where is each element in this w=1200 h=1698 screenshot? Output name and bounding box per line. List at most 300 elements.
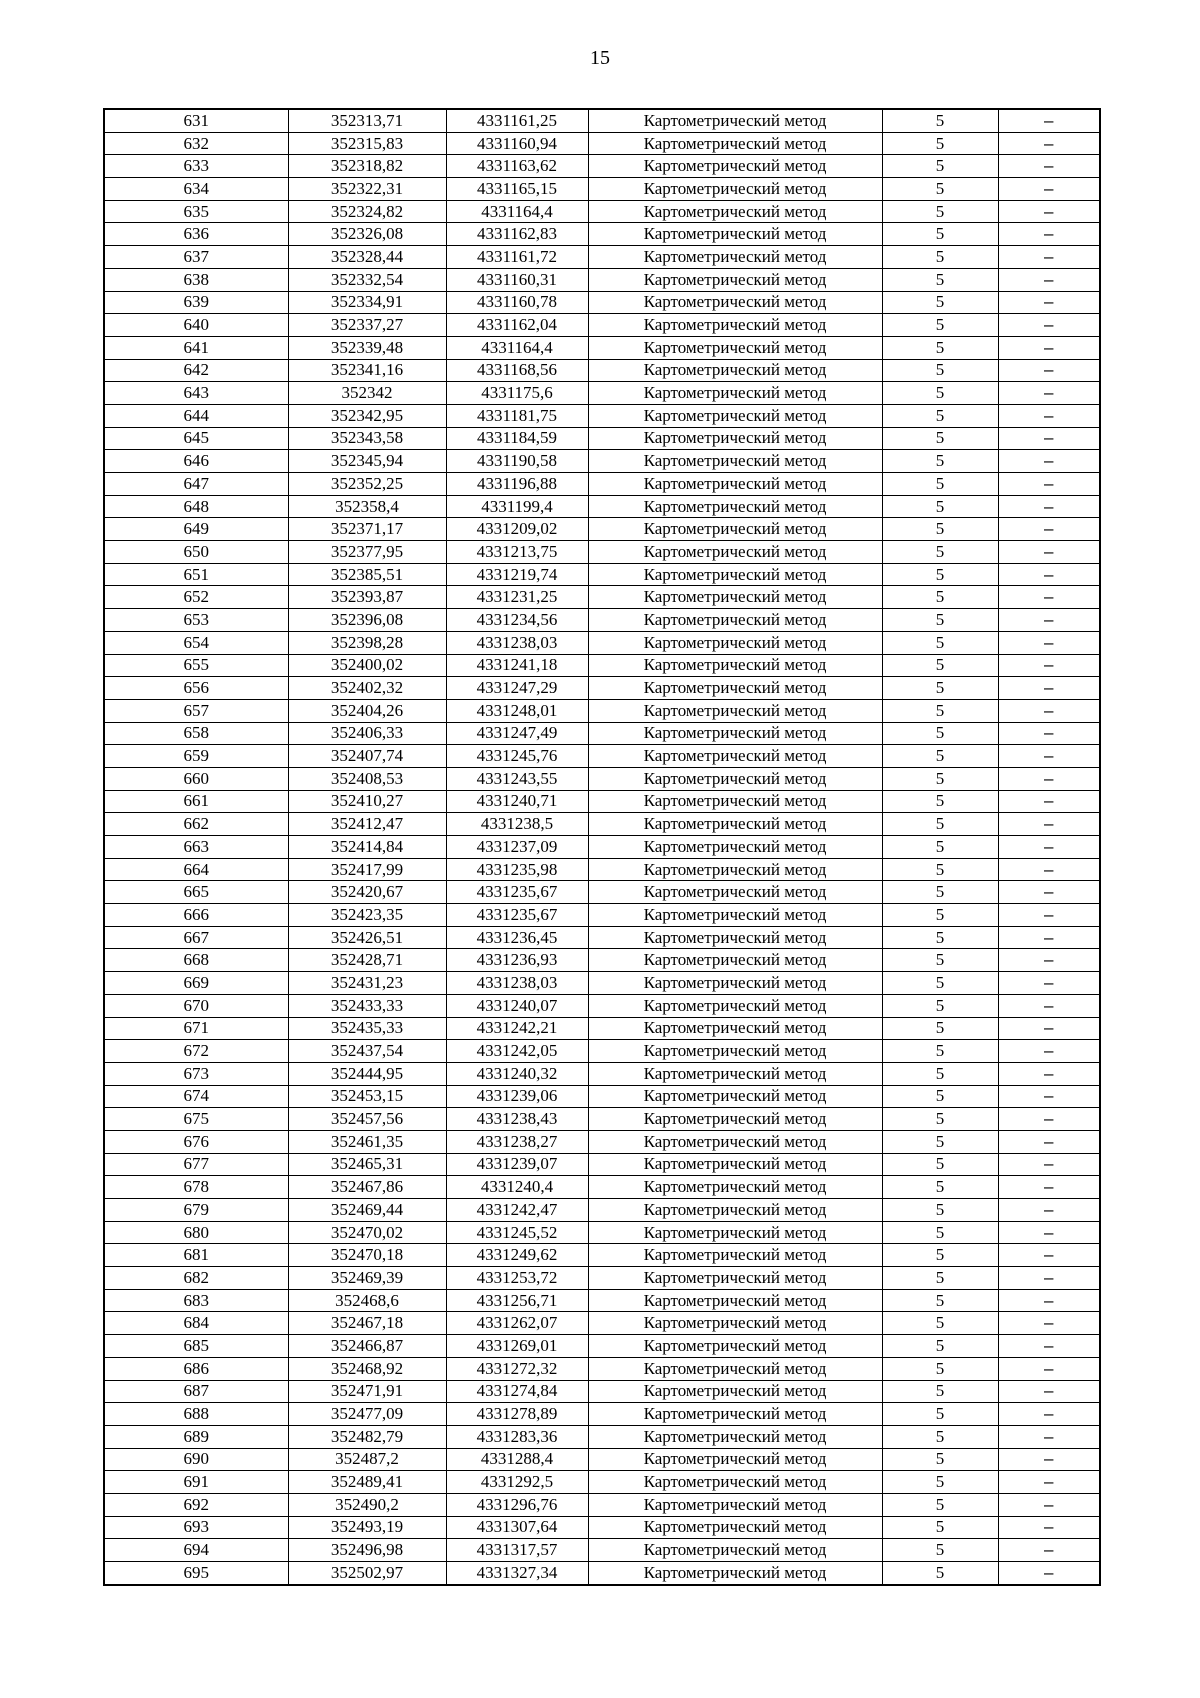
- method-cell: Картометрический метод: [588, 790, 882, 813]
- table-row: [104, 1380, 1100, 1403]
- table-row: [104, 790, 1100, 813]
- note-cell: –: [998, 314, 1100, 337]
- y-coordinate-cell: 4331238,5: [446, 813, 588, 836]
- point-number-cell: 685: [104, 1335, 288, 1358]
- x-coordinate-cell: 352315,83: [288, 132, 446, 155]
- point-number-cell: 644: [104, 404, 288, 427]
- table-row: [104, 314, 1100, 337]
- method-cell: Картометрический метод: [588, 1130, 882, 1153]
- y-coordinate-cell: 4331199,4: [446, 495, 588, 518]
- note-cell: –: [998, 1130, 1100, 1153]
- y-coordinate-cell: 4331160,78: [446, 291, 588, 314]
- point-number-cell: 662: [104, 813, 288, 836]
- method-cell: Картометрический метод: [588, 1380, 882, 1403]
- method-cell: Картометрический метод: [588, 1062, 882, 1085]
- method-cell: Картометрический метод: [588, 699, 882, 722]
- accuracy-cell: 5: [882, 1380, 998, 1403]
- y-coordinate-cell: 4331317,57: [446, 1539, 588, 1562]
- accuracy-cell: 5: [882, 336, 998, 359]
- table-row: [104, 336, 1100, 359]
- y-coordinate-cell: 4331160,94: [446, 132, 588, 155]
- point-number-cell: 673: [104, 1062, 288, 1085]
- note-cell: –: [998, 1040, 1100, 1063]
- table-row: [104, 609, 1100, 632]
- accuracy-cell: 5: [882, 1221, 998, 1244]
- table-row: [104, 767, 1100, 790]
- method-cell: Картометрический метод: [588, 1471, 882, 1494]
- accuracy-cell: 5: [882, 994, 998, 1017]
- y-coordinate-cell: 4331288,4: [446, 1448, 588, 1471]
- x-coordinate-cell: 352502,97: [288, 1562, 446, 1585]
- point-number-cell: 694: [104, 1539, 288, 1562]
- y-coordinate-cell: 4331181,75: [446, 404, 588, 427]
- method-cell: Картометрический метод: [588, 314, 882, 337]
- y-coordinate-cell: 4331239,07: [446, 1153, 588, 1176]
- method-cell: Картометрический метод: [588, 1176, 882, 1199]
- method-cell: Картометрический метод: [588, 109, 882, 132]
- method-cell: Картометрический метод: [588, 1425, 882, 1448]
- accuracy-cell: 5: [882, 631, 998, 654]
- x-coordinate-cell: 352393,87: [288, 586, 446, 609]
- method-cell: Картометрический метод: [588, 677, 882, 700]
- table-row: [104, 813, 1100, 836]
- table-row: [104, 881, 1100, 904]
- table-row: [104, 1221, 1100, 1244]
- method-cell: Картометрический метод: [588, 858, 882, 881]
- y-coordinate-cell: 4331238,03: [446, 972, 588, 995]
- point-number-cell: 632: [104, 132, 288, 155]
- x-coordinate-cell: 352417,99: [288, 858, 446, 881]
- point-number-cell: 658: [104, 722, 288, 745]
- note-cell: –: [998, 1289, 1100, 1312]
- accuracy-cell: 5: [882, 314, 998, 337]
- x-coordinate-cell: 352371,17: [288, 518, 446, 541]
- x-coordinate-cell: 352334,91: [288, 291, 446, 314]
- accuracy-cell: 5: [882, 473, 998, 496]
- table-row: [104, 1562, 1100, 1585]
- point-number-cell: 655: [104, 654, 288, 677]
- method-cell: Картометрический метод: [588, 1153, 882, 1176]
- point-number-cell: 692: [104, 1493, 288, 1516]
- table-row: [104, 1289, 1100, 1312]
- x-coordinate-cell: 352402,32: [288, 677, 446, 700]
- table-row: [104, 1335, 1100, 1358]
- note-cell: –: [998, 1199, 1100, 1222]
- accuracy-cell: 5: [882, 268, 998, 291]
- accuracy-cell: 5: [882, 1562, 998, 1585]
- accuracy-cell: 5: [882, 813, 998, 836]
- point-number-cell: 670: [104, 994, 288, 1017]
- point-number-cell: 684: [104, 1312, 288, 1335]
- accuracy-cell: 5: [882, 609, 998, 632]
- note-cell: –: [998, 1267, 1100, 1290]
- method-cell: Картометрический метод: [588, 1244, 882, 1267]
- method-cell: Картометрический метод: [588, 246, 882, 269]
- note-cell: –: [998, 382, 1100, 405]
- table-row: [104, 677, 1100, 700]
- note-cell: –: [998, 881, 1100, 904]
- accuracy-cell: 5: [882, 858, 998, 881]
- accuracy-cell: 5: [882, 382, 998, 405]
- note-cell: –: [998, 926, 1100, 949]
- table-row: [104, 473, 1100, 496]
- table-row: [104, 132, 1100, 155]
- method-cell: Картометрический метод: [588, 1516, 882, 1539]
- y-coordinate-cell: 4331164,4: [446, 336, 588, 359]
- method-cell: Картометрический метод: [588, 336, 882, 359]
- y-coordinate-cell: 4331236,45: [446, 926, 588, 949]
- point-number-cell: 656: [104, 677, 288, 700]
- accuracy-cell: 5: [882, 1471, 998, 1494]
- y-coordinate-cell: 4331243,55: [446, 767, 588, 790]
- method-cell: Картометрический метод: [588, 654, 882, 677]
- note-cell: –: [998, 586, 1100, 609]
- table-row: [104, 1267, 1100, 1290]
- accuracy-cell: 5: [882, 404, 998, 427]
- method-cell: Картометрический метод: [588, 155, 882, 178]
- note-cell: –: [998, 223, 1100, 246]
- method-cell: Картометрический метод: [588, 359, 882, 382]
- note-cell: –: [998, 518, 1100, 541]
- y-coordinate-cell: 4331238,27: [446, 1130, 588, 1153]
- y-coordinate-cell: 4331184,59: [446, 427, 588, 450]
- x-coordinate-cell: 352318,82: [288, 155, 446, 178]
- y-coordinate-cell: 4331274,84: [446, 1380, 588, 1403]
- accuracy-cell: 5: [882, 495, 998, 518]
- x-coordinate-cell: 352352,25: [288, 473, 446, 496]
- method-cell: Картометрический метод: [588, 1539, 882, 1562]
- note-cell: –: [998, 1062, 1100, 1085]
- y-coordinate-cell: 4331242,21: [446, 1017, 588, 1040]
- x-coordinate-cell: 352437,54: [288, 1040, 446, 1063]
- table-row: [104, 1062, 1100, 1085]
- y-coordinate-cell: 4331238,03: [446, 631, 588, 654]
- table-row: [104, 1539, 1100, 1562]
- x-coordinate-cell: 352461,35: [288, 1130, 446, 1153]
- accuracy-cell: 5: [882, 291, 998, 314]
- x-coordinate-cell: 352465,31: [288, 1153, 446, 1176]
- method-cell: Картометрический метод: [588, 495, 882, 518]
- method-cell: Картометрический метод: [588, 1357, 882, 1380]
- x-coordinate-cell: 352406,33: [288, 722, 446, 745]
- y-coordinate-cell: 4331249,62: [446, 1244, 588, 1267]
- method-cell: Картометрический метод: [588, 1267, 882, 1290]
- method-cell: Картометрический метод: [588, 132, 882, 155]
- y-coordinate-cell: 4331213,75: [446, 541, 588, 564]
- y-coordinate-cell: 4331278,89: [446, 1403, 588, 1426]
- method-cell: Картометрический метод: [588, 541, 882, 564]
- point-number-cell: 634: [104, 178, 288, 201]
- x-coordinate-cell: 352468,92: [288, 1357, 446, 1380]
- note-cell: –: [998, 1176, 1100, 1199]
- point-number-cell: 651: [104, 563, 288, 586]
- table-row: [104, 223, 1100, 246]
- method-cell: Картометрический метод: [588, 836, 882, 859]
- accuracy-cell: 5: [882, 1244, 998, 1267]
- y-coordinate-cell: 4331209,02: [446, 518, 588, 541]
- point-number-cell: 665: [104, 881, 288, 904]
- x-coordinate-cell: 352482,79: [288, 1425, 446, 1448]
- x-coordinate-cell: 352477,09: [288, 1403, 446, 1426]
- x-coordinate-cell: 352412,47: [288, 813, 446, 836]
- method-cell: Картометрический метод: [588, 881, 882, 904]
- table-row: [104, 427, 1100, 450]
- x-coordinate-cell: 352431,23: [288, 972, 446, 995]
- x-coordinate-cell: 352469,39: [288, 1267, 446, 1290]
- point-number-cell: 638: [104, 268, 288, 291]
- table-row: [104, 949, 1100, 972]
- note-cell: –: [998, 949, 1100, 972]
- x-coordinate-cell: 352469,44: [288, 1199, 446, 1222]
- y-coordinate-cell: 4331196,88: [446, 473, 588, 496]
- method-cell: Картометрический метод: [588, 427, 882, 450]
- table-row: [104, 1153, 1100, 1176]
- note-cell: –: [998, 1380, 1100, 1403]
- method-cell: Картометрический метод: [588, 1493, 882, 1516]
- accuracy-cell: 5: [882, 563, 998, 586]
- table-row: [104, 1199, 1100, 1222]
- y-coordinate-cell: 4331231,25: [446, 586, 588, 609]
- accuracy-cell: 5: [882, 1539, 998, 1562]
- y-coordinate-cell: 4331327,34: [446, 1562, 588, 1585]
- method-cell: Картометрический метод: [588, 1199, 882, 1222]
- point-number-cell: 682: [104, 1267, 288, 1290]
- x-coordinate-cell: 352467,18: [288, 1312, 446, 1335]
- accuracy-cell: 5: [882, 699, 998, 722]
- point-number-cell: 641: [104, 336, 288, 359]
- note-cell: –: [998, 904, 1100, 927]
- x-coordinate-cell: 352407,74: [288, 745, 446, 768]
- x-coordinate-cell: 352404,26: [288, 699, 446, 722]
- x-coordinate-cell: 352435,33: [288, 1017, 446, 1040]
- table-row: [104, 268, 1100, 291]
- point-number-cell: 674: [104, 1085, 288, 1108]
- accuracy-cell: 5: [882, 654, 998, 677]
- point-number-cell: 688: [104, 1403, 288, 1426]
- table-row: [104, 858, 1100, 881]
- method-cell: Картометрический метод: [588, 949, 882, 972]
- accuracy-cell: 5: [882, 427, 998, 450]
- point-number-cell: 654: [104, 631, 288, 654]
- method-cell: Картометрический метод: [588, 631, 882, 654]
- point-number-cell: 649: [104, 518, 288, 541]
- accuracy-cell: 5: [882, 881, 998, 904]
- x-coordinate-cell: 352339,48: [288, 336, 446, 359]
- point-number-cell: 631: [104, 109, 288, 132]
- accuracy-cell: 5: [882, 1493, 998, 1516]
- point-number-cell: 645: [104, 427, 288, 450]
- note-cell: –: [998, 1448, 1100, 1471]
- table-row: [104, 1244, 1100, 1267]
- method-cell: Картометрический метод: [588, 1040, 882, 1063]
- accuracy-cell: 5: [882, 518, 998, 541]
- point-number-cell: 643: [104, 382, 288, 405]
- note-cell: –: [998, 291, 1100, 314]
- y-coordinate-cell: 4331219,74: [446, 563, 588, 586]
- note-cell: –: [998, 268, 1100, 291]
- accuracy-cell: 5: [882, 904, 998, 927]
- method-cell: Картометрический метод: [588, 223, 882, 246]
- table-row: [104, 972, 1100, 995]
- accuracy-cell: 5: [882, 1040, 998, 1063]
- point-number-cell: 637: [104, 246, 288, 269]
- point-number-cell: 636: [104, 223, 288, 246]
- note-cell: –: [998, 1085, 1100, 1108]
- point-number-cell: 689: [104, 1425, 288, 1448]
- note-cell: –: [998, 1403, 1100, 1426]
- point-number-cell: 639: [104, 291, 288, 314]
- table-row: [104, 994, 1100, 1017]
- x-coordinate-cell: 352345,94: [288, 450, 446, 473]
- y-coordinate-cell: 4331165,15: [446, 178, 588, 201]
- point-number-cell: 671: [104, 1017, 288, 1040]
- x-coordinate-cell: 352444,95: [288, 1062, 446, 1085]
- x-coordinate-cell: 352470,18: [288, 1244, 446, 1267]
- method-cell: Картометрический метод: [588, 813, 882, 836]
- note-cell: –: [998, 1562, 1100, 1585]
- note-cell: –: [998, 972, 1100, 995]
- x-coordinate-cell: 352400,02: [288, 654, 446, 677]
- table-row: [104, 291, 1100, 314]
- note-cell: –: [998, 563, 1100, 586]
- accuracy-cell: 5: [882, 541, 998, 564]
- x-coordinate-cell: 352489,41: [288, 1471, 446, 1494]
- method-cell: Картометрический метод: [588, 1448, 882, 1471]
- note-cell: –: [998, 1108, 1100, 1131]
- accuracy-cell: 5: [882, 200, 998, 223]
- table-row: [104, 563, 1100, 586]
- accuracy-cell: 5: [882, 1403, 998, 1426]
- table-row: [104, 1312, 1100, 1335]
- accuracy-cell: 5: [882, 1516, 998, 1539]
- accuracy-cell: 5: [882, 836, 998, 859]
- point-number-cell: 680: [104, 1221, 288, 1244]
- point-number-cell: 653: [104, 609, 288, 632]
- note-cell: –: [998, 450, 1100, 473]
- note-cell: –: [998, 404, 1100, 427]
- note-cell: –: [998, 1539, 1100, 1562]
- y-coordinate-cell: 4331236,93: [446, 949, 588, 972]
- accuracy-cell: 5: [882, 1108, 998, 1131]
- note-cell: –: [998, 722, 1100, 745]
- y-coordinate-cell: 4331247,29: [446, 677, 588, 700]
- x-coordinate-cell: 352337,27: [288, 314, 446, 337]
- y-coordinate-cell: 4331242,05: [446, 1040, 588, 1063]
- point-number-cell: 668: [104, 949, 288, 972]
- accuracy-cell: 5: [882, 1017, 998, 1040]
- table-row: [104, 904, 1100, 927]
- y-coordinate-cell: 4331242,47: [446, 1199, 588, 1222]
- method-cell: Картометрический метод: [588, 609, 882, 632]
- y-coordinate-cell: 4331161,72: [446, 246, 588, 269]
- method-cell: Картометрический метод: [588, 268, 882, 291]
- y-coordinate-cell: 4331272,32: [446, 1357, 588, 1380]
- y-coordinate-cell: 4331307,64: [446, 1516, 588, 1539]
- x-coordinate-cell: 352426,51: [288, 926, 446, 949]
- method-cell: Картометрический метод: [588, 382, 882, 405]
- y-coordinate-cell: 4331240,07: [446, 994, 588, 1017]
- point-number-cell: 646: [104, 450, 288, 473]
- note-cell: –: [998, 473, 1100, 496]
- method-cell: Картометрический метод: [588, 518, 882, 541]
- accuracy-cell: 5: [882, 586, 998, 609]
- note-cell: –: [998, 359, 1100, 382]
- accuracy-cell: 5: [882, 790, 998, 813]
- x-coordinate-cell: 352467,86: [288, 1176, 446, 1199]
- note-cell: –: [998, 155, 1100, 178]
- table-row: [104, 1493, 1100, 1516]
- x-coordinate-cell: 352466,87: [288, 1335, 446, 1358]
- x-coordinate-cell: 352471,91: [288, 1380, 446, 1403]
- y-coordinate-cell: 4331239,06: [446, 1085, 588, 1108]
- accuracy-cell: 5: [882, 178, 998, 201]
- table-row: [104, 631, 1100, 654]
- table-row: [104, 926, 1100, 949]
- note-cell: –: [998, 858, 1100, 881]
- x-coordinate-cell: 352341,16: [288, 359, 446, 382]
- table-row: [104, 1130, 1100, 1153]
- note-cell: –: [998, 1221, 1100, 1244]
- x-coordinate-cell: 352332,54: [288, 268, 446, 291]
- accuracy-cell: 5: [882, 972, 998, 995]
- note-cell: –: [998, 813, 1100, 836]
- y-coordinate-cell: 4331241,18: [446, 654, 588, 677]
- x-coordinate-cell: 352493,19: [288, 1516, 446, 1539]
- point-number-cell: 687: [104, 1380, 288, 1403]
- point-number-cell: 660: [104, 767, 288, 790]
- method-cell: Картометрический метод: [588, 1108, 882, 1131]
- note-cell: –: [998, 654, 1100, 677]
- table-row: [104, 699, 1100, 722]
- note-cell: –: [998, 1335, 1100, 1358]
- point-number-cell: 648: [104, 495, 288, 518]
- coordinates-table-body: [104, 109, 1100, 1585]
- accuracy-cell: 5: [882, 450, 998, 473]
- accuracy-cell: 5: [882, 1199, 998, 1222]
- accuracy-cell: 5: [882, 1130, 998, 1153]
- method-cell: Картометрический метод: [588, 1312, 882, 1335]
- note-cell: –: [998, 790, 1100, 813]
- table-row: [104, 1516, 1100, 1539]
- y-coordinate-cell: 4331283,36: [446, 1425, 588, 1448]
- table-row: [104, 1176, 1100, 1199]
- point-number-cell: 683: [104, 1289, 288, 1312]
- table-row: [104, 654, 1100, 677]
- method-cell: Картометрический метод: [588, 722, 882, 745]
- table-row: [104, 1040, 1100, 1063]
- y-coordinate-cell: 4331238,43: [446, 1108, 588, 1131]
- y-coordinate-cell: 4331269,01: [446, 1335, 588, 1358]
- table-row: [104, 1403, 1100, 1426]
- note-cell: –: [998, 495, 1100, 518]
- method-cell: Картометрический метод: [588, 926, 882, 949]
- y-coordinate-cell: 4331248,01: [446, 699, 588, 722]
- x-coordinate-cell: 352410,27: [288, 790, 446, 813]
- accuracy-cell: 5: [882, 677, 998, 700]
- table-row: [104, 109, 1100, 132]
- accuracy-cell: 5: [882, 1267, 998, 1290]
- table-row: [104, 1448, 1100, 1471]
- x-coordinate-cell: 352342: [288, 382, 446, 405]
- point-number-cell: 693: [104, 1516, 288, 1539]
- accuracy-cell: 5: [882, 109, 998, 132]
- y-coordinate-cell: 4331164,4: [446, 200, 588, 223]
- accuracy-cell: 5: [882, 1153, 998, 1176]
- note-cell: –: [998, 631, 1100, 654]
- accuracy-cell: 5: [882, 1357, 998, 1380]
- method-cell: Картометрический метод: [588, 450, 882, 473]
- point-number-cell: 666: [104, 904, 288, 927]
